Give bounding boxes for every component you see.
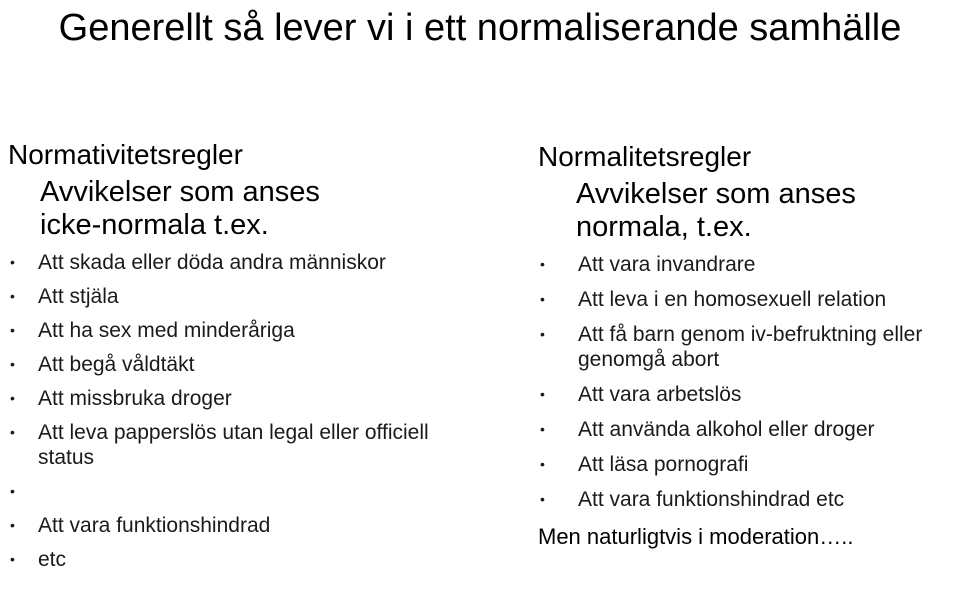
normativity-column (8, 138, 478, 581)
bullet-icon: • (10, 551, 15, 567)
bullet-icon: • (10, 254, 15, 270)
list-item: • Att läsa pornografi (540, 453, 749, 476)
list-item: • Att stjäla (10, 285, 119, 308)
bullet-icon: • (540, 291, 545, 307)
normality-subheading-line1: Avvikelser som anses (576, 178, 856, 210)
list-item: • Att leva papperslös utan legal eller officiell status (10, 421, 429, 469)
bullet-icon: • (10, 517, 15, 533)
list-item: • Att vara funktionshindrad (10, 514, 271, 537)
list-item: • Att leva i en homosexuell relation (540, 288, 887, 311)
normativity-list (8, 250, 478, 572)
bullet-icon: • (10, 322, 15, 338)
normality-heading: Normalitetsregler (538, 141, 752, 172)
list-item: • Att vara arbetslös (540, 383, 742, 406)
list-item: • etc (10, 548, 67, 571)
bullet-icon: • (540, 491, 545, 507)
list-item: • Att begå våldtäkt (10, 353, 195, 376)
list-item: • Att använda alkohol eller droger (540, 418, 875, 441)
normality-column (538, 140, 958, 550)
slide-title: Generellt så lever vi i ett normaliserande samhälle (58, 7, 902, 49)
normality-subheading (576, 178, 958, 244)
normativity-subheading-line2: icke-normala t.ex. (40, 209, 269, 241)
list-item-empty (8, 479, 478, 504)
normativity-subheading-line1: Avvikelser som anses (40, 176, 320, 208)
bullet-icon: • (10, 288, 15, 304)
bullet-icon: • (540, 456, 545, 472)
list-item: • Att ha sex med minderåriga (10, 319, 295, 342)
bullet-icon: • (10, 483, 15, 499)
list-item: • Att vara invandrare (540, 253, 756, 276)
list-item: • Att missbruka droger (10, 387, 232, 410)
bullet-icon: • (10, 390, 15, 406)
bullet-icon: • (540, 386, 545, 402)
bullet-icon: • (540, 256, 545, 272)
bullet-icon: • (10, 424, 15, 440)
bullet-icon: • (540, 421, 545, 437)
list-item: • Att vara funktionshindrad etc (540, 488, 845, 511)
normality-list (538, 252, 958, 512)
moderation-note: Men naturligtvis i moderation….. (538, 524, 854, 549)
normality-subheading-line2: normala, t.ex. (576, 211, 752, 243)
list-item: • Att skada eller döda andra människor (10, 251, 386, 274)
normativity-subheading (40, 176, 478, 242)
bullet-icon: • (10, 356, 15, 372)
list-item: • Att få barn genom iv-befruktning eller genomgå abort (540, 323, 923, 371)
bullet-icon: • (540, 326, 545, 342)
normativity-heading: Normativitetsregler (8, 139, 243, 170)
